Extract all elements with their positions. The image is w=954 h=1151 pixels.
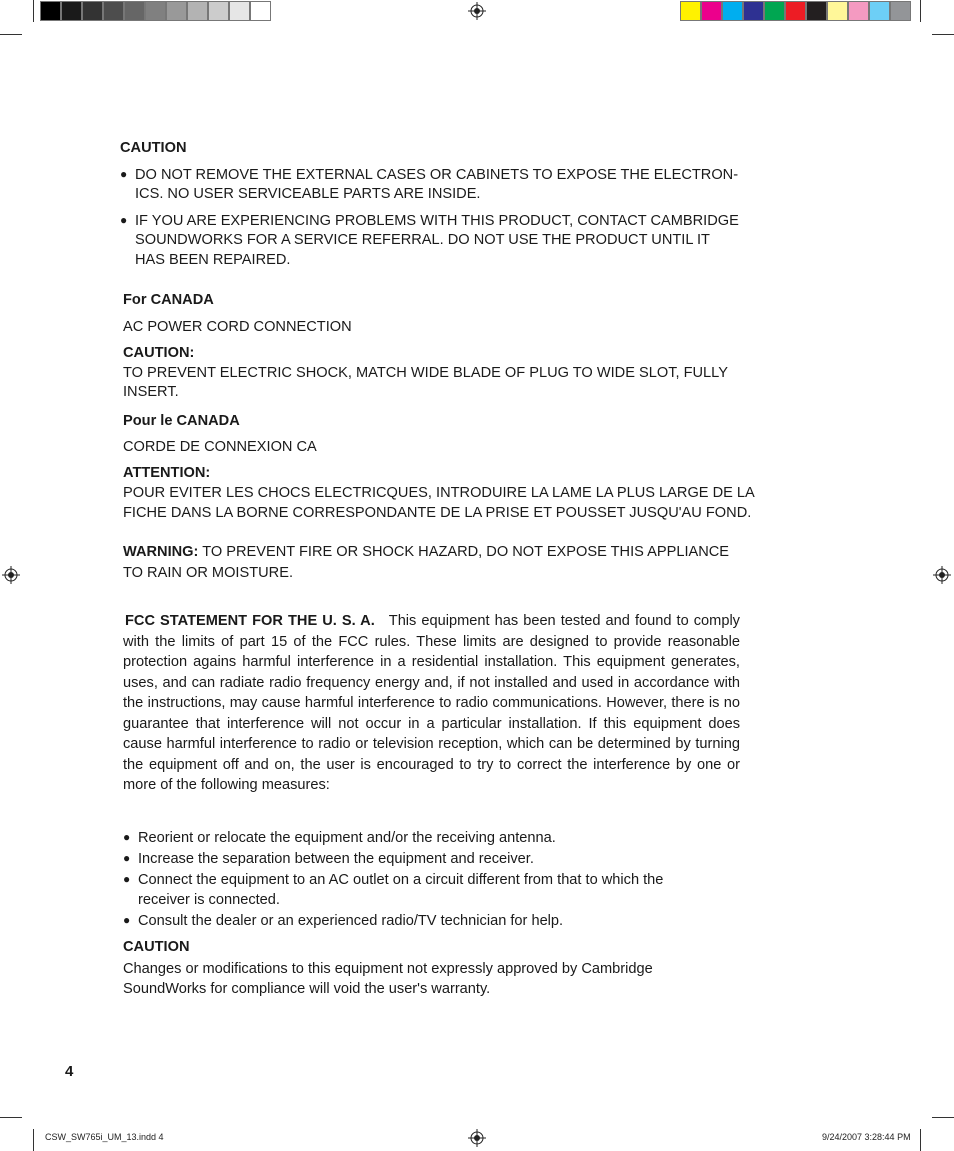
canada-fr-subheading: CORDE DE CONNEXION CA (123, 439, 317, 455)
registration-mark-icon (468, 2, 486, 20)
canada-fr-attention-label: ATTENTION: (123, 465, 211, 481)
color-swatch (145, 1, 166, 21)
canada-caution-line-2: INSERT. (123, 384, 179, 400)
canada-fr-heading: Pour le CANADA (123, 413, 240, 429)
fcc-body: This equipment has been tested and found to comply with the limits of part 15 of the FCC rules. These limits are designed to provide reasonable protection agains harmful interference in a residential installation. This equipment generates, uses, and can radiate radio frequency energy and, if not installed and used in accordance with the instructions, may cause harmful interference to radio communications. However, there is no guarantee that interference will not occur in a particular installation. If this equipment does cause harmful interference to radio or television reception, which can be determined by turning the equipment off and on, the user is encouraged to try to correct the interference by one or more of the following measures: (123, 613, 740, 793)
bullet-icon: ● (123, 851, 131, 865)
color-swatch (82, 1, 103, 21)
color-swatch (701, 1, 722, 21)
registration-mark-icon (468, 1129, 486, 1147)
crop-mark (932, 34, 954, 35)
color-swatch (785, 1, 806, 21)
fcc-measure-4: Consult the dealer or an experienced radio/TV technician for help. (138, 913, 564, 929)
canada-caution-label: CAUTION: (123, 345, 195, 361)
fcc-statement (123, 611, 740, 796)
warning-line-2: TO RAIN OR MOISTURE. (123, 565, 294, 581)
crop-mark (920, 0, 921, 22)
registration-mark-icon (933, 566, 951, 584)
canada-fr-attention-line-2: FICHE DANS LA BORNE CORRESPONDANTE DE LA PRISE ET POUSSET JUSQU'AU FOND. (123, 505, 752, 521)
color-swatch (250, 1, 271, 21)
registration-mark-icon (2, 566, 20, 584)
fcc-heading: FCC STATEMENT FOR THE U. S. A. (125, 613, 375, 629)
warning-label: WARNING: (123, 544, 199, 560)
caution2-line-2: SoundWorks for compliance will void the user's warranty. (123, 981, 491, 997)
caution-item-1-line-1: DO NOT REMOVE THE EXTERNAL CASES OR CABINETS TO EXPOSE THE ELECTRON- (135, 167, 739, 183)
canada-heading: For CANADA (123, 292, 214, 308)
color-swatch (806, 1, 827, 21)
caution-item-1-line-2: ICS. NO USER SERVICEABLE PARTS ARE INSIDE. (135, 186, 481, 202)
color-swatch (187, 1, 208, 21)
slug-filename: CSW_SW765i_UM_13.indd 4 (45, 1132, 164, 1142)
bullet-icon: ● (123, 872, 131, 886)
crop-mark (0, 34, 22, 35)
page-number: 4 (65, 1063, 74, 1080)
fcc-measure-3-line-2: receiver is connected. (138, 892, 280, 908)
color-swatch (848, 1, 869, 21)
caution2-line-1: Changes or modifications to this equipment not expressly approved by Cambridge (123, 961, 653, 977)
color-swatch (764, 1, 785, 21)
color-swatch (103, 1, 124, 21)
color-swatch (166, 1, 187, 21)
color-swatch (680, 1, 701, 21)
warning-line-1 (123, 542, 729, 562)
caution-item-2-line-2: SOUNDWORKS FOR A SERVICE REFERRAL. DO NOT USE THE PRODUCT UNTIL IT (135, 232, 710, 248)
slug-datetime: 9/24/2007 3:28:44 PM (822, 1132, 911, 1142)
canada-subheading: AC POWER CORD CONNECTION (123, 319, 352, 335)
color-swatch (124, 1, 145, 21)
caution2-heading: CAUTION (123, 939, 190, 955)
color-swatch (61, 1, 82, 21)
warning-text: TO PREVENT FIRE OR SHOCK HAZARD, DO NOT EXPOSE THIS APPLIANCE (198, 544, 730, 560)
canada-caution-line-1: TO PREVENT ELECTRIC SHOCK, MATCH WIDE BLADE OF PLUG TO WIDE SLOT, FULLY (123, 365, 728, 381)
canada-fr-attention-line-1: POUR EVITER LES CHOCS ELECTRICQUES, INTRODUIRE LA LAME LA PLUS LARGE DE LA (123, 485, 755, 501)
color-swatch (890, 1, 911, 21)
color-swatch (40, 1, 61, 21)
bullet-icon: ● (123, 913, 131, 927)
crop-mark (932, 1117, 954, 1118)
bullet-icon: ● (120, 213, 128, 227)
fcc-measure-2: Increase the separation between the equipment and receiver. (138, 851, 534, 867)
color-swatch (208, 1, 229, 21)
crop-mark (33, 0, 34, 22)
caution-heading: CAUTION (120, 140, 187, 156)
color-swatch (229, 1, 250, 21)
crop-mark (33, 1129, 34, 1151)
bullet-icon: ● (120, 167, 128, 181)
bullet-icon: ● (123, 830, 131, 844)
color-swatch (722, 1, 743, 21)
caution-item-2-line-1: IF YOU ARE EXPERIENCING PROBLEMS WITH THIS PRODUCT, CONTACT CAMBRIDGE (135, 213, 739, 229)
color-swatch (743, 1, 764, 21)
color-swatch (869, 1, 890, 21)
crop-mark (920, 1129, 921, 1151)
fcc-measure-3-line-1: Connect the equipment to an AC outlet on a circuit different from that to which the (138, 872, 664, 888)
crop-mark (0, 1117, 22, 1118)
fcc-measure-1: Reorient or relocate the equipment and/or the receiving antenna. (138, 830, 556, 846)
caution-item-2-line-3: HAS BEEN REPAIRED. (135, 252, 291, 268)
color-swatch (827, 1, 848, 21)
